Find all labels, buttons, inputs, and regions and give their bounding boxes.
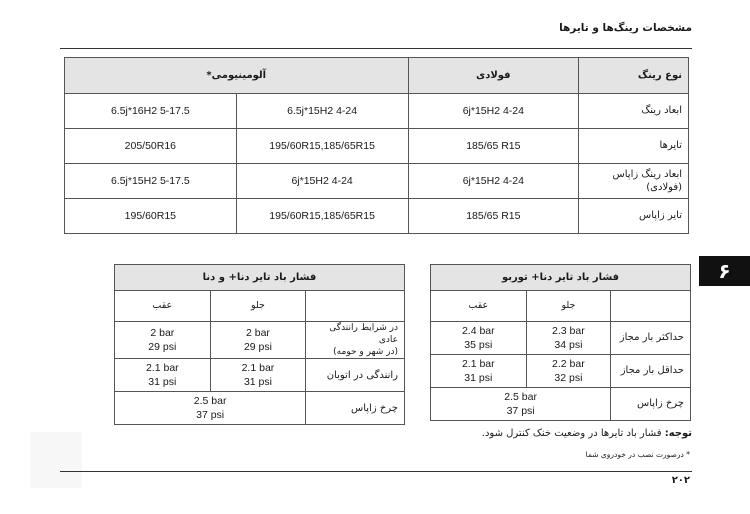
row-label: حداکثر بار مجاز xyxy=(611,322,691,355)
row-label: حداقل بار مجاز xyxy=(611,355,691,388)
dena-pressure-table xyxy=(114,264,405,425)
row-label: تایر زاپاس xyxy=(579,199,689,234)
note xyxy=(482,428,692,439)
cell-alloy-a: 195/60R15,185/65R15 xyxy=(236,199,408,234)
front-header: جلو xyxy=(210,291,306,322)
page-number: ۲۰۲ xyxy=(671,475,690,486)
table-row xyxy=(65,94,689,129)
row-label: ابعاد رینگ xyxy=(579,94,689,129)
row-label: در شرایط رانندگی عادی (در شهر و حومه) xyxy=(306,322,405,359)
rear-header: عقب xyxy=(115,291,211,322)
dena-table-title: فشار باد تایر دنا+ و دنا xyxy=(115,265,405,291)
header-steel: فولادی xyxy=(408,58,579,94)
cell-alloy-a: 6.5j*15H2 4-24 xyxy=(236,94,408,129)
front-header: جلو xyxy=(526,291,611,322)
cell-alloy-b: 205/50R16 xyxy=(65,129,237,164)
rear-value: 2.4 bar 35 psi xyxy=(431,322,527,355)
watermark xyxy=(30,432,82,488)
cell-steel: 6j*15H2 4-24 xyxy=(408,164,579,199)
rear-value: 2.1 bar 31 psi xyxy=(115,359,211,392)
chapter-tab: ۶ xyxy=(699,256,750,286)
cell-alloy-a: 6j*15H2 4-24 xyxy=(236,164,408,199)
footnote-mark: * xyxy=(686,450,690,459)
front-value: 2.2 bar 32 psi xyxy=(526,355,611,388)
table-row xyxy=(115,392,405,425)
cell-alloy-b: 6.5j*16H2 5-17.5 xyxy=(65,94,237,129)
note-prefix: توجه: xyxy=(664,428,692,439)
spare-value: 2.5 bar 37 psi xyxy=(431,388,611,421)
footer-divider xyxy=(60,471,692,472)
table-row xyxy=(65,129,689,164)
table-row xyxy=(115,322,405,359)
turbo-table-title: فشار باد تایر دنا+ توربو xyxy=(431,265,691,291)
row-label: چرخ زاپاس xyxy=(306,392,405,425)
empty-header-cell xyxy=(611,291,691,322)
cell-alloy-b: 6.5j*15H2 5-17.5 xyxy=(65,164,237,199)
row-label: رانندگی در اتوبان xyxy=(306,359,405,392)
header-rim-type: نوع رینگ xyxy=(579,58,689,94)
cell-steel: 185/65 R15 xyxy=(408,129,579,164)
rear-header: عقب xyxy=(431,291,527,322)
table-row xyxy=(115,359,405,392)
rear-value: 2.1 bar 31 psi xyxy=(431,355,527,388)
table-row xyxy=(65,164,689,199)
row-label: ابعاد رینگ زاپاس (فولادی) xyxy=(579,164,689,199)
front-value: 2 bar 29 psi xyxy=(210,322,306,359)
note-text: فشار باد تایرها در وضعیت خنک کنترل شود. xyxy=(481,428,665,439)
table-row xyxy=(431,388,691,421)
table-header-row xyxy=(65,58,689,94)
cell-alloy-a: 195/60R15,185/65R15 xyxy=(236,129,408,164)
front-value: 2.1 bar 31 psi xyxy=(210,359,306,392)
rim-tire-spec-table xyxy=(64,57,689,234)
turbo-pressure-table xyxy=(430,264,691,421)
page-title: مشخصات رینگ‌ها و تایرها xyxy=(559,22,692,34)
row-label: تایرها xyxy=(579,129,689,164)
table-row xyxy=(431,355,691,388)
cell-alloy-b: 195/60R15 xyxy=(65,199,237,234)
cell-steel: 6j*15H2 4-24 xyxy=(408,94,579,129)
footnote-text: درصورت نصب در خودروی شما xyxy=(585,450,687,459)
cell-steel: 185/65 R15 xyxy=(408,199,579,234)
rear-value: 2 bar 29 psi xyxy=(115,322,211,359)
table-row xyxy=(65,199,689,234)
spare-value: 2.5 bar 37 psi xyxy=(115,392,306,425)
header-divider xyxy=(60,48,692,49)
front-value: 2.3 bar 34 psi xyxy=(526,322,611,355)
header-alloy: آلومینیومی* xyxy=(65,58,409,94)
row-label: چرخ زاپاس xyxy=(611,388,691,421)
footnote xyxy=(586,450,690,459)
table-row xyxy=(431,322,691,355)
empty-header-cell xyxy=(306,291,405,322)
